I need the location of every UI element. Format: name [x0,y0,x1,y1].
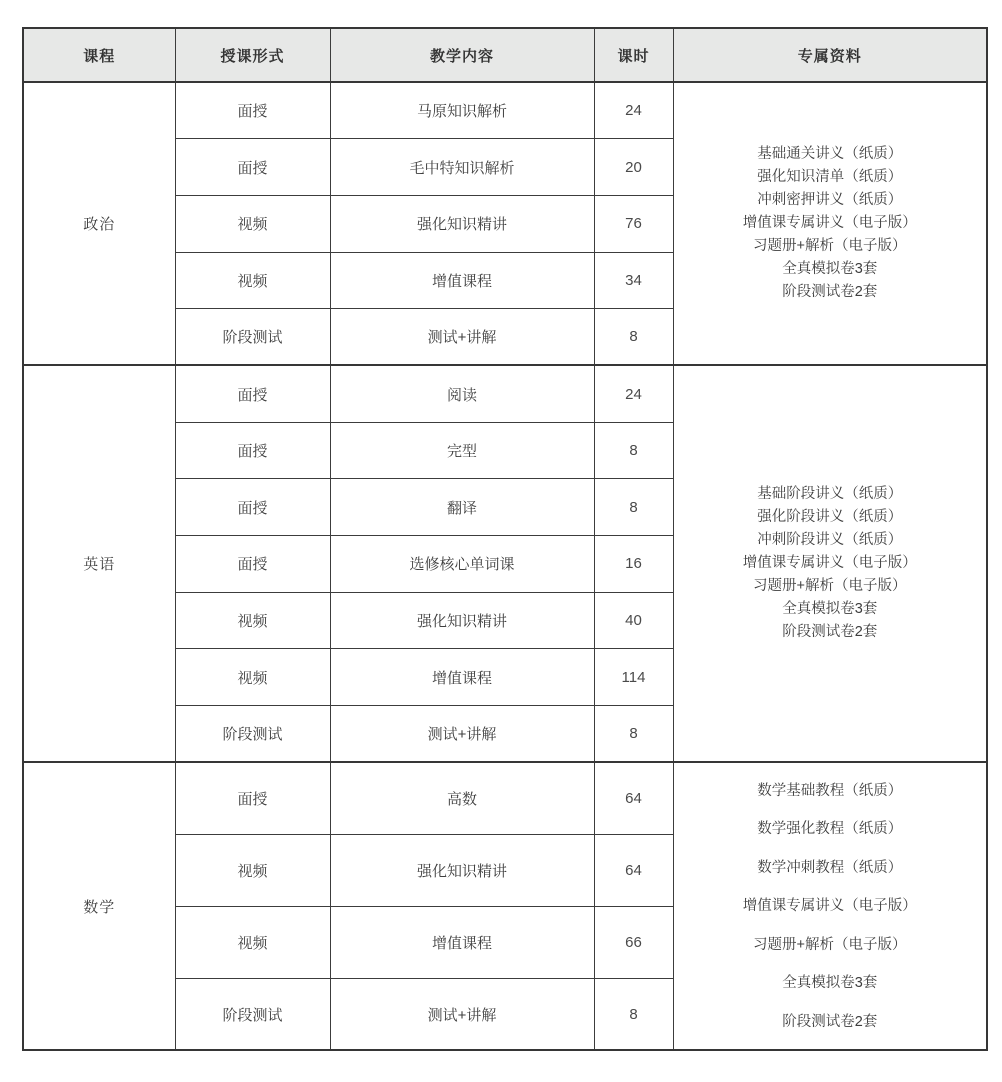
materials-cell [673,365,987,762]
material-line: 强化阶段讲义（纸质） [757,509,903,526]
format-cell: 面授 [175,479,330,536]
format-cell: 视频 [175,252,330,309]
material-line: 冲刺密押讲义（纸质） [757,192,903,209]
course-cell: 英语 [23,365,175,762]
format-cell: 面授 [175,762,330,834]
material-line: 冲刺阶段讲义（纸质） [757,532,903,549]
hours-cell: 8 [594,706,673,763]
material-line: 全真模拟卷3套 [782,975,878,991]
hours-cell: 24 [594,82,673,139]
header-row [23,28,987,82]
hours-cell: 40 [594,592,673,649]
format-cell: 视频 [175,195,330,252]
format-cell: 面授 [175,365,330,422]
content-cell: 增值课程 [330,649,594,706]
hours-cell: 8 [594,978,673,1050]
content-cell: 增值课程 [330,906,594,978]
course-cell: 政治 [23,82,175,365]
header-cell-content: 教学内容 [330,28,594,82]
format-cell: 面授 [175,536,330,593]
content-cell: 完型 [330,422,594,479]
table-row [23,365,987,422]
section-2 [23,762,987,1050]
hours-cell: 114 [594,649,673,706]
material-line: 数学冲刺教程（纸质） [757,859,903,876]
material-line: 全真模拟卷3套 [782,601,878,618]
course-table [22,27,988,1051]
material-line: 增值课专属讲义（电子版） [742,215,917,232]
header-cell-course: 课程 [23,28,175,82]
material-line: 阶段测试卷2套 [782,1013,878,1030]
format-cell: 视频 [175,834,330,906]
table-row [23,82,987,139]
header-cell-format: 授课形式 [175,28,330,82]
section-0 [23,82,987,365]
section-1 [23,365,987,762]
format-cell: 面授 [175,82,330,139]
material-line: 习题册+解析（电子版） [753,936,907,953]
format-cell: 阶段测试 [175,706,330,763]
material-line: 增值课专属讲义（电子版） [742,898,917,914]
material-line: 增值课专属讲义（电子版） [742,555,917,572]
material-line: 强化知识清单（纸质） [757,169,903,186]
hours-cell: 64 [594,762,673,834]
table-header [23,28,987,82]
header-cell-hours: 课时 [594,28,673,82]
content-cell: 强化知识精讲 [330,592,594,649]
materials-cell [673,762,987,1050]
format-cell: 面授 [175,139,330,196]
content-cell: 选修核心单词课 [330,536,594,593]
hours-cell: 20 [594,139,673,196]
content-cell: 增值课程 [330,252,594,309]
hours-cell: 8 [594,309,673,366]
content-cell: 阅读 [330,365,594,422]
format-cell: 阶段测试 [175,978,330,1050]
hours-cell: 66 [594,906,673,978]
format-cell: 视频 [175,906,330,978]
material-line: 基础通关讲义（纸质） [757,146,903,163]
hours-cell: 8 [594,479,673,536]
material-line: 数学基础教程（纸质） [757,782,903,799]
material-line: 阶段测试卷2套 [782,624,878,641]
format-cell: 阶段测试 [175,309,330,366]
content-cell: 马原知识解析 [330,82,594,139]
content-cell: 测试+讲解 [330,706,594,763]
hours-cell: 16 [594,536,673,593]
content-cell: 测试+讲解 [330,978,594,1050]
hours-cell: 76 [594,195,673,252]
header-cell-materials: 专属资料 [673,28,987,82]
content-cell: 高数 [330,762,594,834]
hours-cell: 24 [594,365,673,422]
format-cell: 视频 [175,592,330,649]
hours-cell: 34 [594,252,673,309]
material-line: 阶段测试卷2套 [782,284,878,301]
material-line: 基础阶段讲义（纸质） [757,486,903,503]
format-cell: 面授 [175,422,330,479]
content-cell: 强化知识精讲 [330,195,594,252]
format-cell: 视频 [175,649,330,706]
materials-cell [673,82,987,365]
material-line: 数学强化教程（纸质） [757,821,903,837]
content-cell: 毛中特知识解析 [330,139,594,196]
material-line: 习题册+解析（电子版） [753,578,907,595]
content-cell: 翻译 [330,479,594,536]
material-line: 全真模拟卷3套 [782,261,878,278]
material-line: 习题册+解析（电子版） [753,238,907,255]
hours-cell: 64 [594,834,673,906]
content-cell: 测试+讲解 [330,309,594,366]
course-cell: 数学 [23,762,175,1050]
hours-cell: 8 [594,422,673,479]
content-cell: 强化知识精讲 [330,834,594,906]
table-row [23,762,987,834]
